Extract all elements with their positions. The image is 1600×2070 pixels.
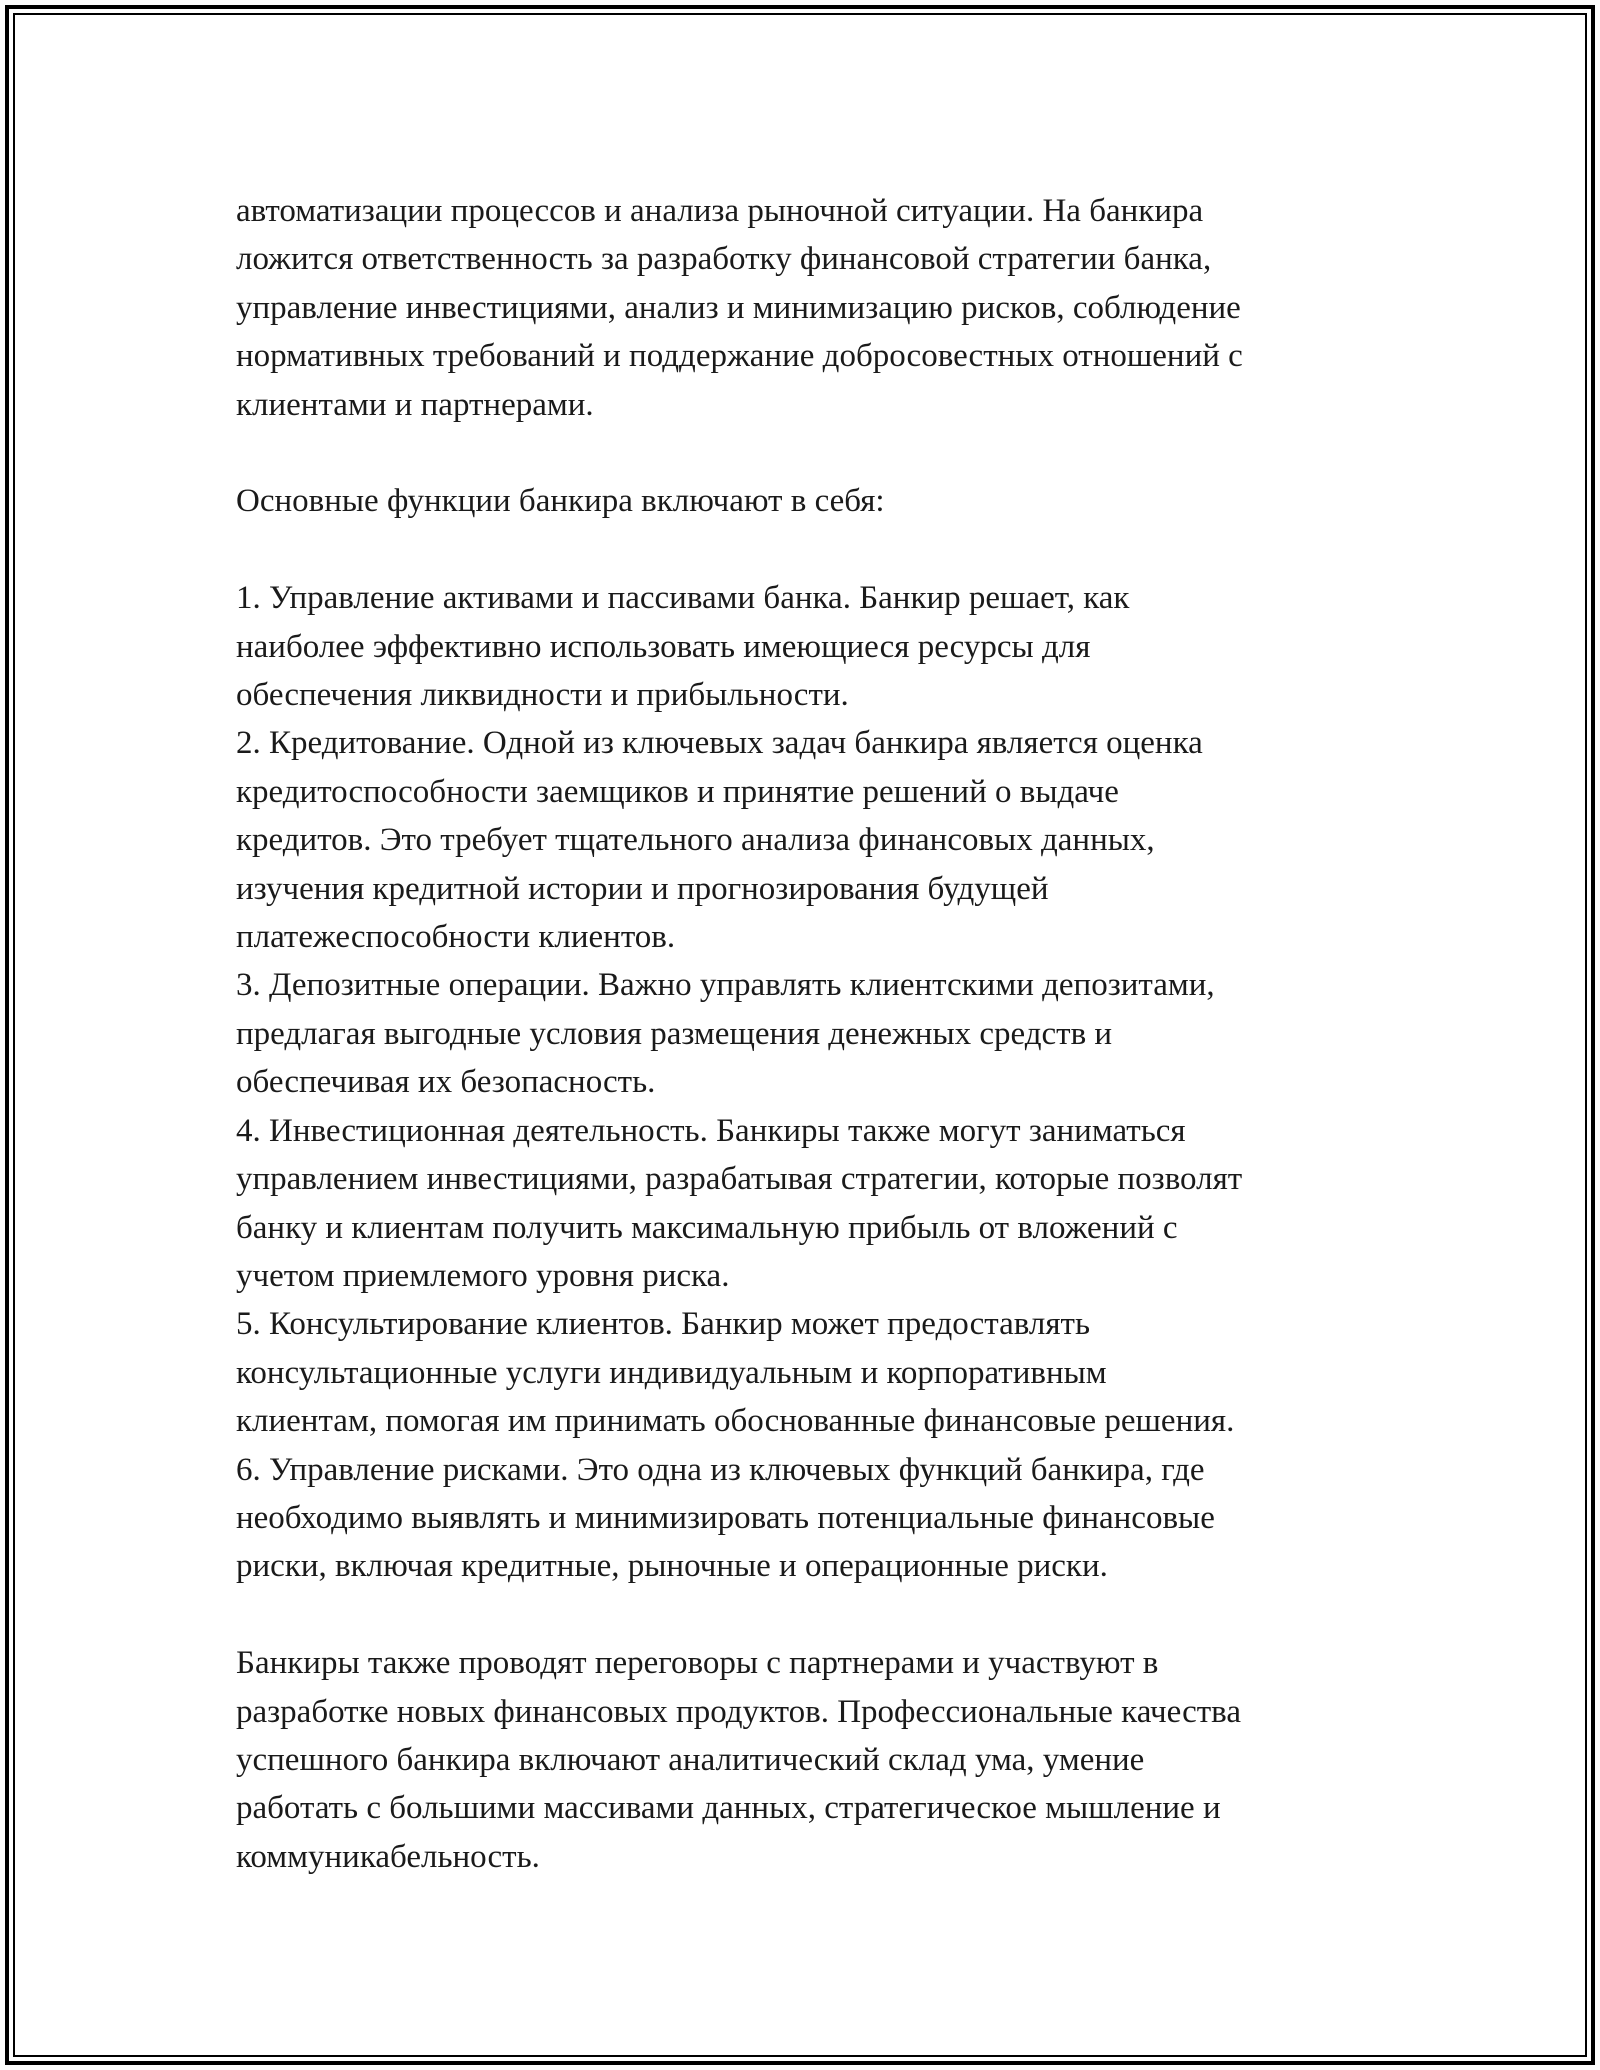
list-item-investment-activity bbox=[236, 1107, 1376, 1301]
text-line: коммуникабельность. bbox=[236, 1838, 540, 1875]
list-item-risk-management bbox=[236, 1446, 1376, 1591]
text-line: работать с большими массивами данных, стратегическое мышление и bbox=[236, 1790, 1221, 1827]
paragraph-gap bbox=[236, 429, 1376, 477]
text-line: разработке новых финансовых продуктов. Профессиональные качества bbox=[236, 1693, 1241, 1730]
text-line: консультационные услуги индивидуальным и корпоративным bbox=[236, 1354, 1107, 1391]
list-item-client-consulting bbox=[236, 1300, 1376, 1445]
text-line: нормативных требований и поддержание добросовестных отношений с bbox=[236, 338, 1243, 375]
text-line: 6. Управление рисками. Это одна из ключевых функций банкира, где bbox=[236, 1451, 1205, 1488]
functions-list bbox=[236, 574, 1376, 1591]
text-line: банку и клиентам получить максимальную прибыль от вложений с bbox=[236, 1209, 1178, 1246]
text-line: 1. Управление активами и пассивами банка. Банкир решает, как bbox=[236, 580, 1130, 617]
text-line: 2. Кредитование. Одной из ключевых задач банкира является оценка bbox=[236, 725, 1203, 762]
text-line: обеспечения ликвидности и прибыльности. bbox=[236, 677, 849, 714]
text-line: управление инвестициями, анализ и минимизацию рисков, соблюдение bbox=[236, 289, 1241, 326]
paragraph-gap bbox=[236, 526, 1376, 574]
text-line: автоматизации процессов и анализа рыночной ситуации. На банкира bbox=[236, 193, 1204, 229]
text-line: 3. Депозитные операции. Важно управлять клиентскими депозитами, bbox=[236, 967, 1215, 1004]
text-line: 4. Инвестиционная деятельность. Банкиры также могут заниматься bbox=[236, 1112, 1186, 1149]
text-line: Банкиры также проводят переговоры с партнерами и участвуют в bbox=[236, 1645, 1159, 1682]
document-body bbox=[236, 187, 1376, 1881]
text-line: платежеспособности клиентов. bbox=[236, 919, 676, 956]
paragraph-gap bbox=[236, 1591, 1376, 1639]
text-line: успешного банкира включают аналитический склад ума, умение bbox=[236, 1741, 1145, 1778]
text-line: клиентами и партнерами. bbox=[236, 386, 594, 423]
functions-heading-paragraph bbox=[236, 477, 1376, 525]
text-line: необходимо выявлять и минимизировать потенциальные финансовые bbox=[236, 1499, 1215, 1536]
text-line: кредитов. Это требует тщательного анализа финансовых данных, bbox=[236, 822, 1155, 859]
text-line: 5. Консультирование клиентов. Банкир может предоставлять bbox=[236, 1306, 1090, 1343]
list-item-asset-management bbox=[236, 574, 1376, 719]
text-line: обеспечивая их безопасность. bbox=[236, 1064, 656, 1101]
text-line: изучения кредитной истории и прогнозирования будущей bbox=[236, 870, 1049, 907]
text-line: ложится ответственность за разработку финансовой стратегии банка, bbox=[236, 241, 1212, 278]
list-item-lending bbox=[236, 719, 1376, 961]
text-line: управлением инвестициями, разрабатывая стратегии, которые позволят bbox=[236, 1161, 1243, 1198]
functions-heading: Основные функции банкира включают в себя: bbox=[236, 483, 885, 520]
text-line: риски, включая кредитные, рыночные и операционные риски. bbox=[236, 1548, 1108, 1585]
text-line: предлагая выгодные условия размещения денежных средств и bbox=[236, 1015, 1113, 1052]
intro-paragraph bbox=[236, 187, 1376, 429]
text-line: учетом приемлемого уровня риска. bbox=[236, 1257, 730, 1294]
closing-paragraph bbox=[236, 1639, 1376, 1881]
text-line: клиентам, помогая им принимать обоснованные финансовые решения. bbox=[236, 1403, 1235, 1440]
text-line: кредитоспособности заемщиков и принятие решений о выдаче bbox=[236, 773, 1119, 810]
text-line: наиболее эффективно использовать имеющиеся ресурсы для bbox=[236, 628, 1091, 665]
list-item-deposit-operations bbox=[236, 961, 1376, 1106]
